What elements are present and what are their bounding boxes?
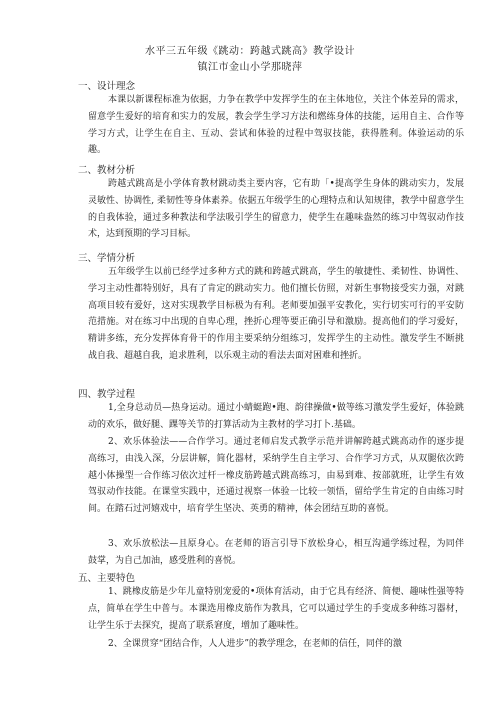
section-heading-material-analysis: 二、教材分析 — [78, 165, 136, 176]
paragraph: 1,全身总动员—热身运动。通过小蜻蜓跑•跑、韵律操做•做等练习激发学生爱好，体验跳动的欢乐，做好腿、踝等关节的打算活动为主教材的学习打卜.基础。 — [88, 403, 464, 430]
paragraph: 1、跳橡皮筋是少年儿童特别宠爱的•项体育活动，由于它具有经济、简便、趣味性强等特点，简单在学生中普与。本课选用橡皮筋作为教具，它可以通过学生的手变成多种练习器材，让学生乐于去探究，提高了联系窘度，增加了趣味性。 — [88, 587, 464, 631]
section-heading-teaching-process: 四、教学过程 — [78, 389, 136, 400]
paragraph: 本课以新课程标准为依据，力争在教学中发挥学生的在主体地位，关注个体差异的需求，留意学生爱好的培育和实力的发展，教会学生学习方法和燃练身体的技能，运用自主、合作等学习方式，让学生在自主、互动、尝试和体验的过程中驾驭技能，获得胜利。体验运动的乐趣。 — [88, 95, 464, 156]
section-heading-student-analysis: 三、学情分析 — [78, 253, 136, 264]
paragraph: 2、全课贯穿“团结合作，人人进步”的教学理念，在老师的信任，同伴的激 — [108, 639, 402, 649]
document-title: 水平三五年级《跳动：跨越式跳高》教学设计 — [145, 46, 355, 57]
paragraph: 3、欢乐放松法—且原身心。在老师的语言引导下放松身心，相互沟通学练过程，为同伴鼓掌，为自己加油，感受胜利的喜悦。 — [88, 539, 464, 566]
section-heading-design-concept: 一、设计理念 — [78, 81, 136, 92]
paragraph: 2、欢乐体验法——合作学习。通过老师启发式教学示范并讲解跨越式跳高动作的逐步提高练习，由浅入深，分层讲解，简化器材，采纳学生自主学习、合作学习方式，从双腿依次跨越小体操型一合作练习依次过杆一橡皮筋跨越式跳高练习，由易到难、按部就班，让学生有效驾驭动作技能。在课堂实践中，还通过视察一体验一比较一领悟，留给学生肯定的自由练习时间。在踏石过河嬉戏中，培育学生坚决、英勇的精神，体会团结互助的喜悦。 — [88, 437, 464, 515]
section-heading-main-features: 五、主要特色 — [78, 573, 136, 584]
paragraph: 五年级学生以前已经学过多种方式的跳和跨越式跳高，学生的敏捷性、柔韧性、协调性、学习主动性都特别好，具有了肯定的跳动实力。他们擅长仿照，对新生事物接受实力强，对跳高项目较有爱好，这对实现教学目标极为有利。老师要加强平安教化，实行切实可行的平安防范措施。对在练习中出现的自卑心理，挫折心理等要正确引导和激励。提高他们的学习爱好，精讲多练，充分发挥体育骨干的作用主要采纳分组练习，发挥学生的主动性。激发学生不断挑战自我、超越自我，追求胜利，以乐观主动的看法去面对困难和挫折。 — [88, 267, 464, 361]
document-author: 镇江市金山小学那晓萍 — [197, 62, 303, 73]
paragraph: 跨越式跳高是小学体育教材跳动类主要内容，它有助「•提高学生身体的跳动实力，发展灵敏性、协调性, 柔韧性等身体素养。依据五年级学生的心理特点和认知规律，教学中留意学生的自我体验，通过多种教法和学法吸引学生的留意力，使学生在趣味盎然的练习中驾驭动作技术，达到预期的学习目标。 — [88, 179, 464, 240]
